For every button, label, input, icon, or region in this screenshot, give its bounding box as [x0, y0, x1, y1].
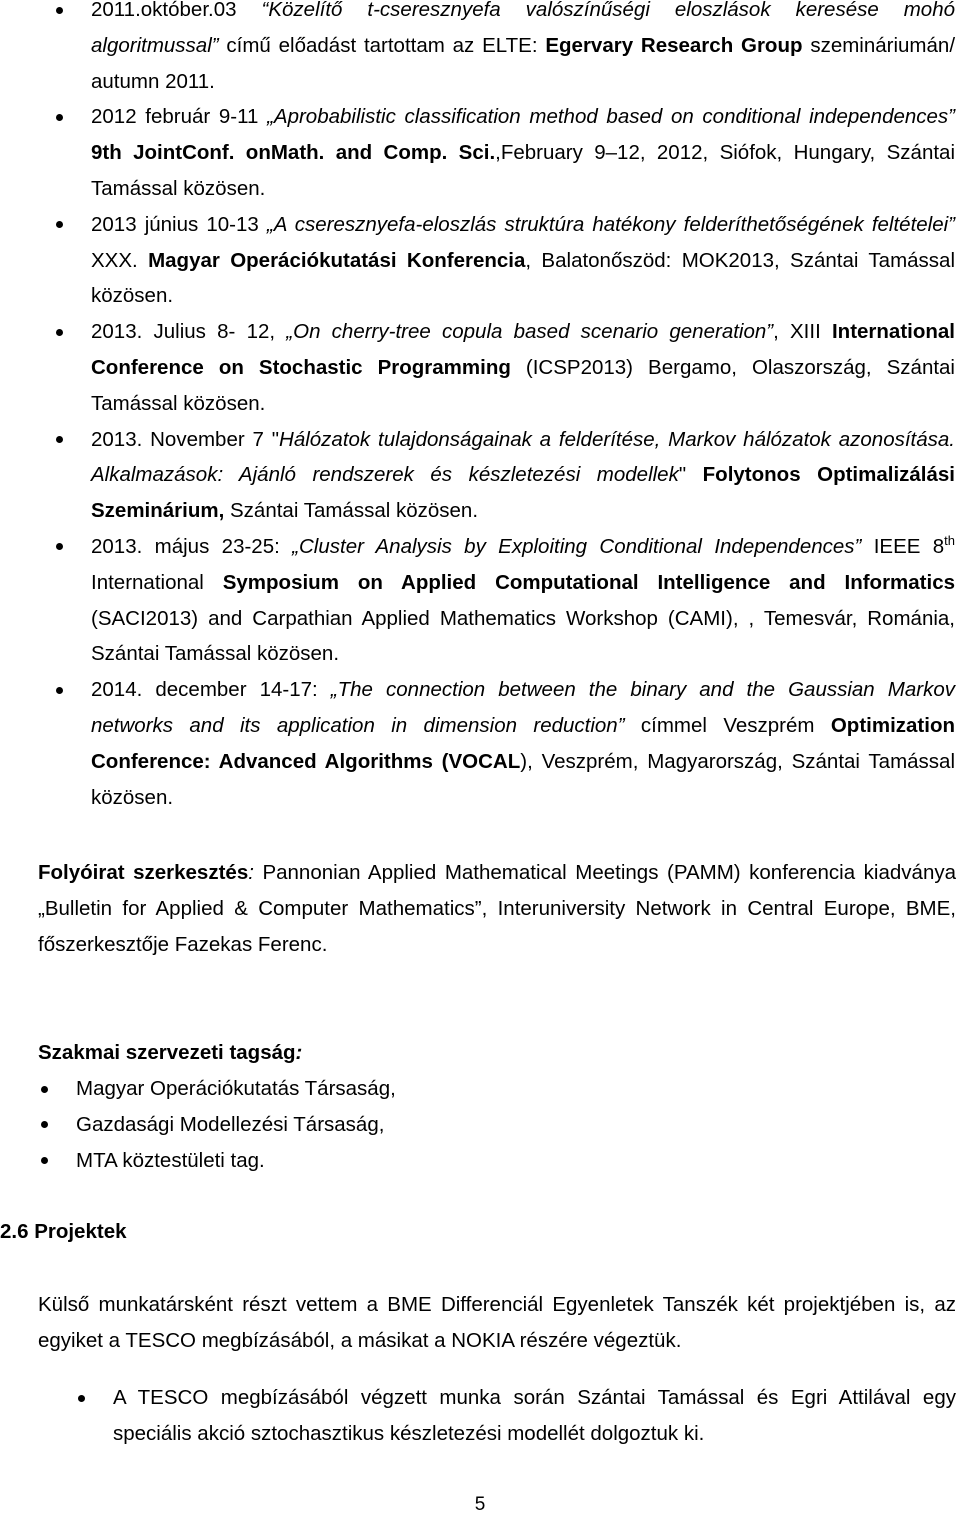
membership-item: Gazdasági Modellezési Társaság,	[76, 1107, 956, 1143]
talk-item: 2013. November 7 "Hálózatok tulajdonságainak a felderítése, Markov hálózatok azonosítása. Alkalmazások: Ajánló rendszerek és készletezési modellek" Folytonos Optimalizálási Szeminárium, Szántai Tamással közösen.	[91, 422, 955, 529]
projects-list	[113, 1380, 956, 1452]
project-item: A TESCO megbízásából végzett munka során Szántai Tamással és Egri Attilával egy speciális akció sztochasztikus készletezési modellét dolgoztuk ki.	[113, 1380, 956, 1452]
talks-list	[91, 0, 955, 815]
talk-item: 2014. december 14-17: „The connection between the binary and the Gaussian Markov networks and its application in dimension reduction” címmel Veszprém Optimization Conference: Advanced Algorithms (VOCAL), Veszprém, Magyarország, Szántai Tamással közösen.	[91, 672, 955, 815]
membership-item: MTA köztestületi tag.	[76, 1143, 956, 1179]
section-heading: 2.6 Projektek	[0, 1220, 127, 1243]
talk-item: 2011.október.03 “Közelítő t-cseresznyefa valószínűségi eloszlások keresése mohó algoritmussal” című előadást tartottam az ELTE: Egervary Research Group szemináriumán/ autumn 2011.	[91, 0, 955, 99]
talk-item: 2013. Julius 8- 12, „On cherry-tree copula based scenario generation”, XIII International Conference on Stochastic Programming (ICSP2013) Bergamo, Olaszország, Szántai Tamással közösen.	[91, 314, 955, 421]
projects-intro: Külső munkatársként részt vettem a BME Differenciál Egyenletek Tanszék két projektjében is, az egyiket a TESCO megbízásából, a másikat a NOKIA részére végeztük.	[38, 1293, 956, 1352]
page-number: 5	[474, 1494, 486, 1515]
talk-item: 2012 február 9-11 „Aprobabilistic classification method based on conditional independences” 9th JointConf. onMath. and Comp. Sci.,February 9–12, 2012, Siófok, Hungary, Szántai Tamással közösen.	[91, 99, 955, 206]
talk-item: 2013. május 23-25: „Cluster Analysis by Exploiting Conditional Independences” IEEE 8th International Symposium on Applied Computational Intelligence and Informatics (SACI2013) and Carpathian Applied Mathematics Workshop (CAMI), , Temesvár, Románia, Szántai Tamással közösen.	[91, 529, 955, 672]
membership-item: Magyar Operációkutatás Társaság,	[76, 1071, 956, 1107]
talk-item: 2013 június 10-13 „A cseresznyefa-eloszlás struktúra hatékony felderíthetőségének feltételei” XXX. Magyar Operációkutatási Konferencia, Balatonőszöd: MOK2013, Szántai Tamással közösen.	[91, 207, 955, 314]
membership-heading: Szakmai szervezeti tagság:	[38, 1041, 303, 1064]
journal-editing-paragraph: Folyóirat szerkesztés: Pannonian Applied Mathematical Meetings (PAMM) konferencia kiadványa „Bulletin for Applied & Computer Mathematics”, Interuniversity Network in Central Europe, BME, főszerkesztője Fazekas Ferenc.	[38, 861, 956, 956]
membership-list	[76, 1071, 956, 1178]
